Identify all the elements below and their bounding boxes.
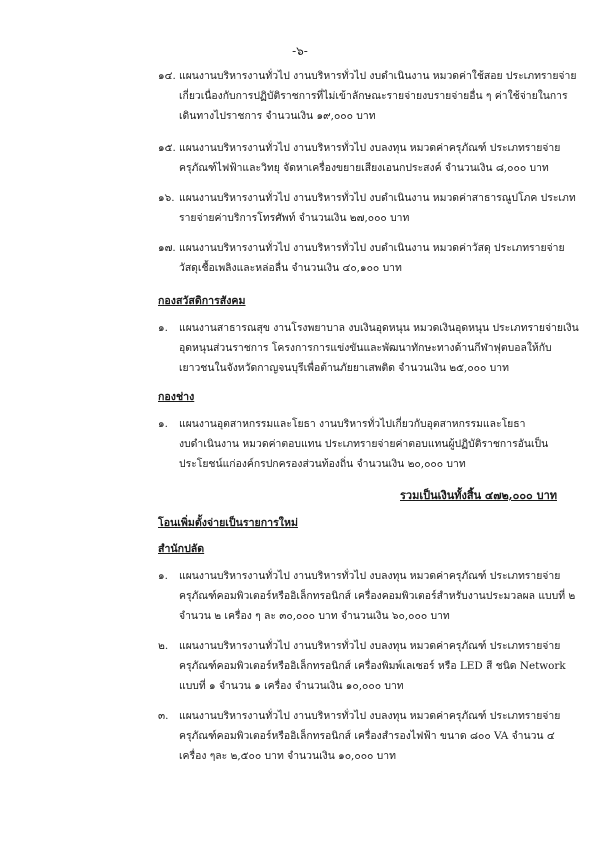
budget-item-welfare-1 (158, 318, 579, 378)
item-line: งบดำเนินงาน หมวดค่าตอบแทน ประเภทรายจ่ายค่าตอบแทนผู้ปฏิบัติราชการอันเป็น (179, 438, 549, 450)
section-heading-engineering: กองช่าง (158, 391, 195, 403)
item-number: ๒. (158, 640, 169, 652)
budget-item-14 (158, 66, 577, 126)
budget-item-office-1 (158, 566, 576, 626)
item-number: ๑. (158, 322, 168, 334)
item-line: จำนวน ๒ เครื่อง ๆ ละ ๓๐,๐๐๐ บาท จำนวนเงิน ๖๐,๐๐๐ บาท (179, 610, 450, 622)
section-heading-office: สำนักปลัด (158, 543, 205, 555)
item-number: ๑. (158, 570, 168, 582)
budget-item-engineering-1 (158, 414, 558, 474)
item-number: ๑๕. (158, 142, 176, 154)
item-line: ครุภัณฑ์ไฟฟ้าและวิทยุ จัดหาเครื่องขยายเสียงเอนกประสงค์ จำนวนเงิน ๘,๐๐๐ บาท (179, 162, 549, 174)
item-line: แผนงานบริหารงานทั่วไป งานบริหารทั่วไป งบดำเนินงาน หมวดค่าใช้สอย ประเภทรายจ่าย (179, 70, 577, 82)
item-line: ประโยชน์แก่องค์กรปกครองส่วนท้องถิ่น จำนวนเงิน ๒๐,๐๐๐ บาท (179, 458, 466, 470)
item-line: อุดหนุนส่วนราชการ โครงการการแข่งขันและพัฒนาทักษะทางด้านกีฬาฟุตบอลให้กับ (179, 342, 552, 354)
item-line: ครุภัณฑ์คอมพิวเตอร์หรืออิเล็กทรอนิกส์ เครื่องสำรองไฟฟ้า ขนาด ๘๐๐ VA จำนวน ๔ (179, 730, 555, 742)
budget-item-16 (158, 188, 576, 228)
item-line: ครุภัณฑ์คอมพิวเตอร์หรืออิเล็กทรอนิกส์ เครื่องคอมพิวเตอร์สำหรับงานประมวลผล แบบที่ ๒ (179, 590, 576, 602)
budget-item-office-2 (158, 636, 566, 696)
item-line: ครุภัณฑ์คอมพิวเตอร์หรืออิเล็กทรอนิกส์ เครื่องพิมพ์เลเซอร์ หรือ LED สี ชนิด Network (179, 660, 566, 672)
item-line: แผนงานบริหารงานทั่วไป งานบริหารทั่วไป งบลงทุน หมวดค่าครุภัณฑ์ ประเภทรายจ่าย (179, 710, 561, 722)
item-line: เครื่อง ๆละ ๒,๕๐๐ บาท จำนวนเงิน ๑๐,๐๐๐ บาท (179, 750, 396, 762)
item-number: ๑. (158, 418, 168, 430)
section-heading-social-welfare: กองสวัสดิการสังคม (158, 295, 246, 307)
item-number: ๑๗. (158, 242, 176, 254)
grand-total: รวมเป็นเงินทั้งสิ้น ๔๗๒,๐๐๐ บาท (400, 489, 557, 502)
budget-item-17 (158, 238, 565, 278)
new-allocation-heading: โอนเพิ่มตั้งจ่ายเป็นรายการใหม่ (158, 517, 298, 529)
item-line: แผนงานบริหารงานทั่วไป งานบริหารทั่วไป งบลงทุน หมวดค่าครุภัณฑ์ ประเภทรายจ่าย (179, 570, 561, 582)
item-line: เดินทางไปราชการ จำนวนเงิน ๑๙,๐๐๐ บาท (179, 110, 376, 122)
item-line: เยาวชนในจังหวัดกาญจนบุรีเพื่อต้านภัยยาเสพติด จำนวนเงิน ๒๕,๐๐๐ บาท (179, 362, 509, 374)
item-line: แผนงานบริหารงานทั่วไป งานบริหารทั่วไป งบลงทุน หมวดค่าครุภัณฑ์ ประเภทรายจ่าย (179, 142, 561, 154)
item-number: ๑๖. (158, 192, 175, 204)
item-line: เกี่ยวเนื่องกับการปฏิบัติราชการที่ไม่เข้าลักษณะรายจ่ายงบรายจ่ายอื่น ๆ ค่าใช้จ่ายในการ (179, 90, 568, 102)
item-number: ๑๔. (158, 70, 176, 82)
item-line: รายจ่ายค่าบริการโทรศัพท์ จำนวนเงิน ๒๗,๐๐๐ บาท (179, 212, 410, 224)
budget-item-15 (158, 138, 561, 178)
item-line: แผนงานสาธารณสุข งานโรงพยาบาล งบเงินอุดหนุน หมวดเงินอุดหนุน ประเภทรายจ่ายเงิน (179, 322, 579, 334)
item-number: ๓. (158, 710, 169, 722)
page-number: -๖- (292, 44, 308, 58)
item-line: วัสดุเชื้อเพลิงและหล่อลื่น จำนวนเงิน ๔๐,๑๐๐ บาท (179, 262, 402, 274)
budget-item-office-3 (158, 706, 561, 766)
item-line: แผนงานบริหารงานทั่วไป งานบริหารทั่วไป งบดำเนินงาน หมวดค่าวัสดุ ประเภทรายจ่าย (179, 242, 565, 254)
item-line: แบบที่ ๑ จำนวน ๑ เครื่อง จำนวนเงิน ๑๐,๐๐๐ บาท (179, 680, 404, 692)
item-line: แผนงานบริหารงานทั่วไป งานบริหารทั่วไป งบดำเนินงาน หมวดค่าสาธารณูปโภค ประเภท (179, 192, 576, 204)
item-line: แผนงานอุตสาหกรรมและโยธา งานบริหารทั่วไปเกี่ยวกับอุตสาหกรรมและโยธา (179, 418, 526, 430)
item-line: แผนงานบริหารงานทั่วไป งานบริหารทั่วไป งบลงทุน หมวดค่าครุภัณฑ์ ประเภทรายจ่าย (179, 640, 561, 652)
